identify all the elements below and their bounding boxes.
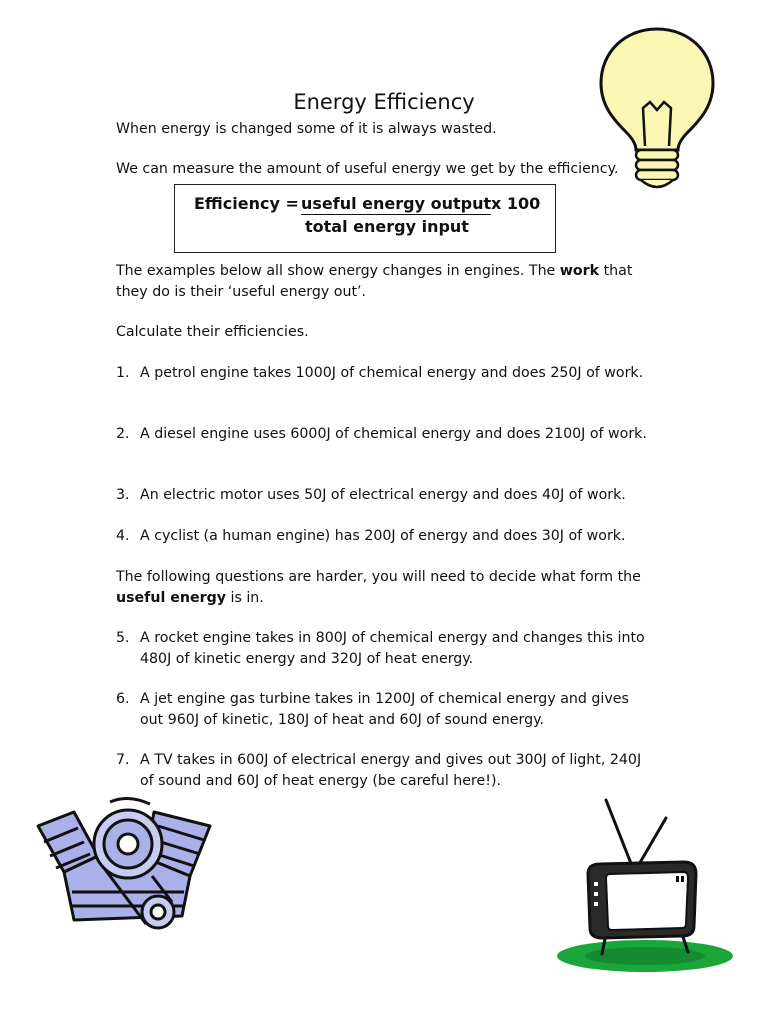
question-item — [116, 750, 656, 791]
question-number: 4. — [116, 528, 130, 544]
question-number: 6. — [116, 691, 130, 707]
question-item — [116, 485, 656, 506]
examples-intro-bold: work — [559, 263, 600, 279]
harder-intro-after: is in. — [226, 589, 264, 606]
intro-line-2: We can measure the amount of useful energy we get by the efficiency. — [116, 161, 619, 177]
question-text: A petrol engine takes 1000J of chemical energy and does 250J of work. — [140, 365, 644, 381]
efficiency-formula-box — [174, 184, 556, 253]
page-title: Energy Efficiency — [293, 90, 475, 114]
harder-intro-before: The following questions are harder, you will need to decide what form the — [116, 569, 641, 585]
question-text: A jet engine gas turbine takes in 1200J of chemical energy and gives out 960J of kinetic, 180J of heat and 60J of sound energy. — [140, 691, 629, 728]
formula-lhs: Efficiency = — [194, 194, 299, 213]
calculate-prompt: Calculate their efficiencies. — [116, 324, 309, 340]
formula-multiplier: x 100 — [491, 194, 541, 213]
examples-intro — [116, 261, 656, 302]
formula-numerator: useful energy output — [301, 194, 492, 213]
question-number: 7. — [116, 752, 130, 768]
question-text: A TV takes in 600J of electrical energy and gives out 300J of light, 240J of sound and 60J of heat energy (be careful here!). — [140, 752, 642, 789]
question-number: 3. — [116, 487, 130, 503]
question-item — [116, 628, 656, 669]
intro-line-1: When energy is changed some of it is always wasted. — [116, 121, 497, 137]
question-text: A rocket engine takes in 800J of chemical energy and changes this into 480J of kinetic energy and 320J of heat energy. — [140, 630, 645, 667]
question-number: 5. — [116, 630, 130, 646]
examples-intro-before: The examples below all show energy changes in engines. The — [116, 263, 560, 279]
question-text: A cyclist (a human engine) has 200J of energy and does 30J of work. — [140, 528, 626, 544]
question-item — [116, 363, 656, 384]
question-number: 1. — [116, 365, 130, 381]
question-text: An electric motor uses 50J of electrical energy and does 40J of work. — [140, 487, 626, 503]
question-text: A diesel engine uses 6000J of chemical energy and does 2100J of work. — [140, 426, 647, 442]
question-number: 2. — [116, 426, 130, 442]
harder-intro-bold: useful energy — [116, 589, 226, 606]
question-item — [116, 526, 656, 547]
examples-intro-after: that they do is their ‘useful energy out’. — [116, 263, 633, 300]
engine-icon — [34, 796, 216, 934]
formula-denominator: total energy input — [305, 217, 469, 236]
question-item — [116, 424, 656, 445]
question-item — [116, 689, 656, 730]
television-icon — [554, 796, 736, 976]
harder-intro — [116, 567, 656, 608]
